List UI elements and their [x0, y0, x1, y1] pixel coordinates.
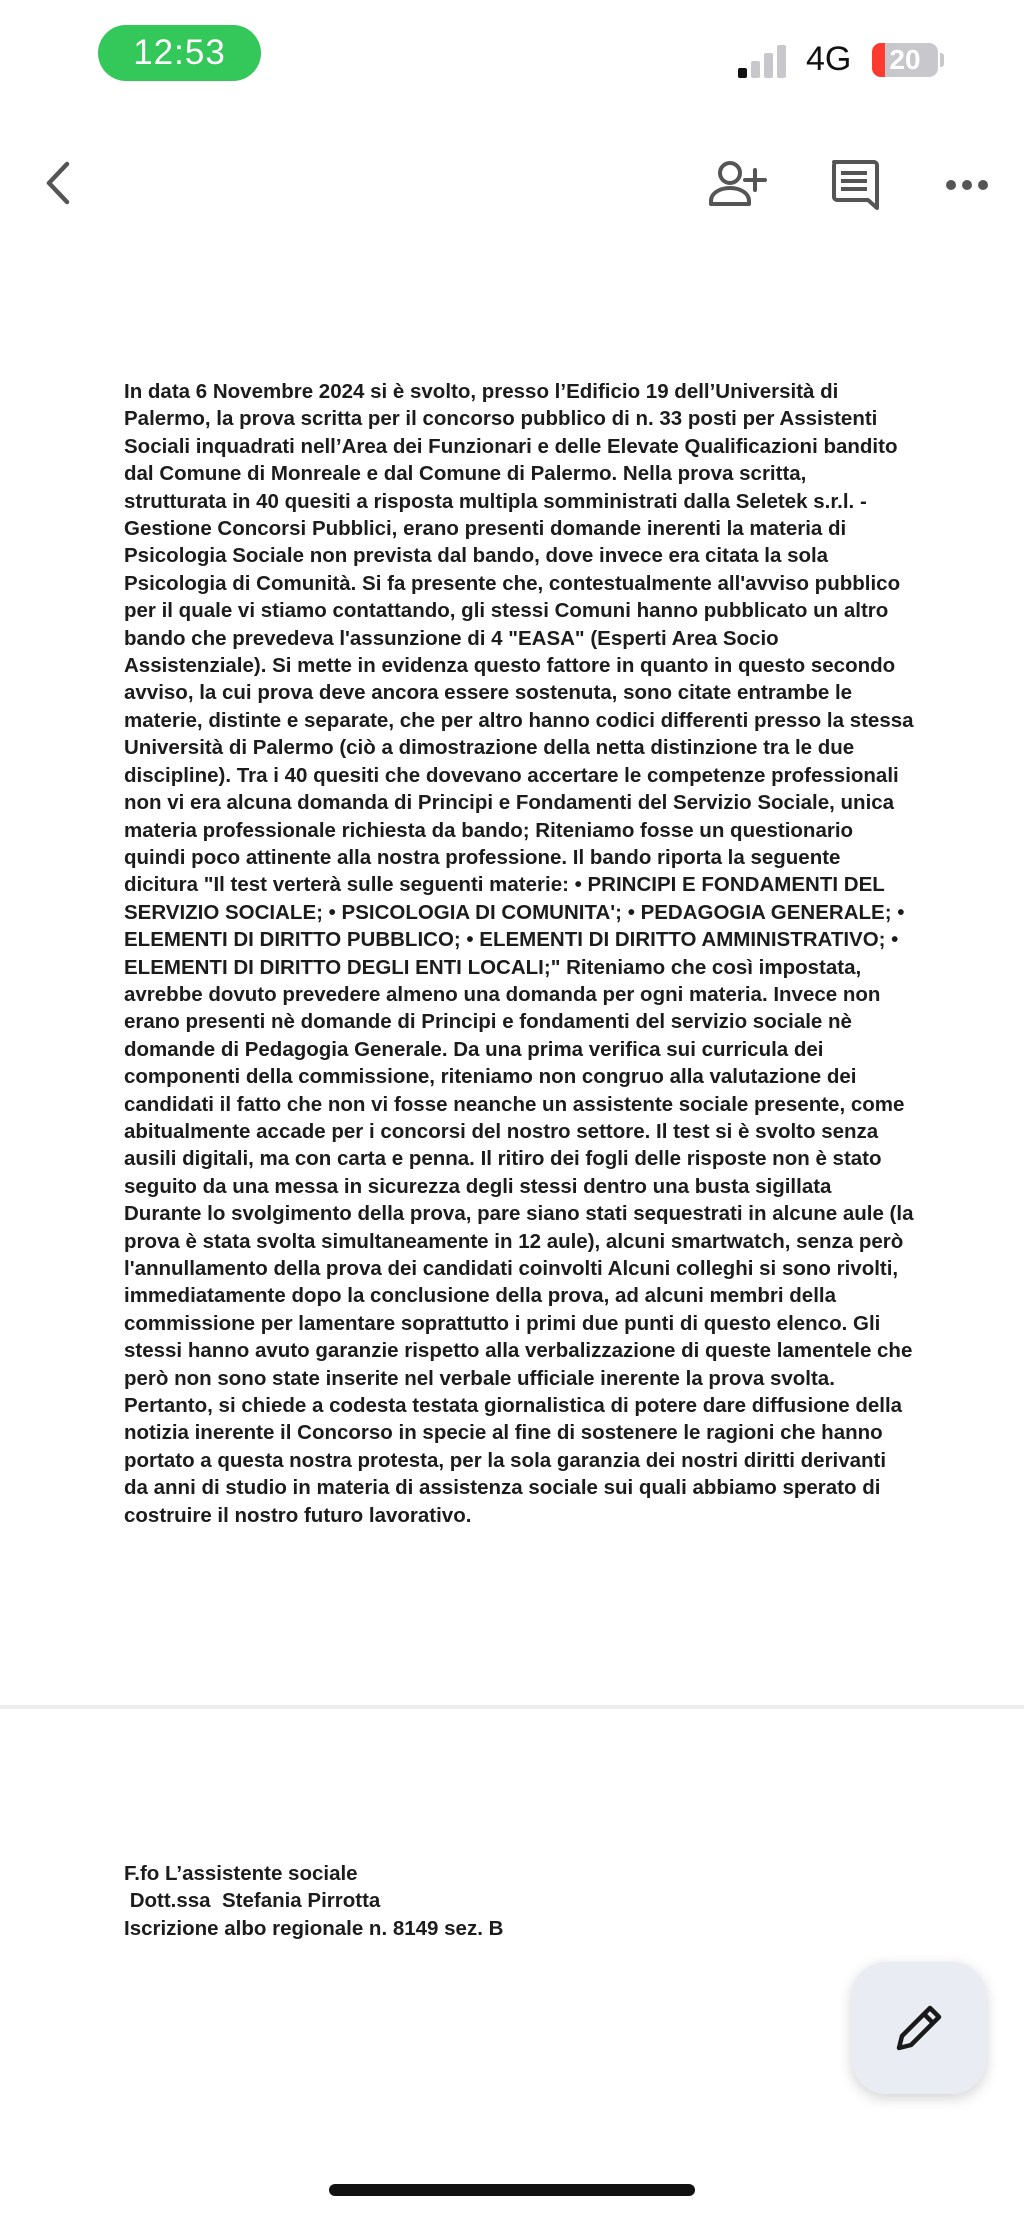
- back-button[interactable]: [36, 155, 80, 211]
- signature-name: Dott.ssa Stefania Pirrotta: [124, 1889, 381, 1913]
- status-time: [98, 25, 261, 81]
- signal-bar: [764, 53, 773, 78]
- battery-icon: [872, 43, 938, 77]
- status-time-text: 12:53: [133, 33, 226, 72]
- battery-cap: [940, 53, 944, 67]
- page-divider: [0, 1705, 1024, 1709]
- signal-bar: [751, 61, 760, 78]
- edit-button[interactable]: [852, 1962, 986, 2094]
- more-options-button[interactable]: [932, 160, 1002, 210]
- signal-strength-icon: [736, 44, 790, 78]
- network-type: 4G: [806, 40, 852, 78]
- document-paragraph: In data 6 Novembre 2024 si è svolto, presso l’Edificio 19 dell’Università di Palermo, la prova scritta per il concorso pubblico di n. 33 posti per Assistenti Sociali inquadrati nell’Area dei Funzionari e delle Elevate Qualificazioni bandito dal Comune di Monreale e dal Comune di Palermo. Nella prova scritta, strutturata in 40 quesiti a risposta multipla somministrati dalla Seletek s.r.l. - Gestione Concorsi Pubblici, erano presenti domande inerenti la materia di Psicologia Sociale non prevista dal bando, dove invece era citata la sola Psicologia di Comunità. Si fa presente che, contestualmente all'avviso pubblico per il quale vi stiamo contattando, gli stessi Comuni hanno pubblicato un altro bando che prevedeva l'assunzione di 4 "EASA" (Esperti Area Socio Assistenziale). Si mette in evidenza questo fattore in quanto in questo secondo avviso, la cui prova deve ancora essere sostenuta, sono citate entrambe le materie, distinte e separate, che per altro hanno codici differenti presso la stessa Università di Palermo (ciò a dimostrazione della netta distinzione tra le due discipline). Tra i 40 quesiti che dovevano accertare le competenze professionali non vi era alcuna domanda di Principi e Fondamenti del Servizio Sociale, unica materia professionale richiesta da bando; Riteniamo fosse un questionario quindi poco attinente alla nostra professione. Il bando riporta la seguente dicitura "Il test verterà sulle seguenti materie: • PRINCIPI E FONDAMENTI DEL SERVIZIO SOCIALE; • PSICOLOGIA DI COMUNITA'; • PEDAGOGIA GENERALE; • ELEMENTI DI DIRITTO PUBBLICO; • ELEMENTI DI DIRITTO AMMINISTRATIVO; • ELEMENTI DI DIRITTO DEGLI ENTI LOCALI;" Riteniamo che così impostata, avrebbe dovuto prevedere almeno una domanda per ogni materia. Invece non erano presenti nè domande di Principi e fondamenti del servizio sociale nè domande di Pedagogia Generale. Da una prima verifica sui curricula dei componenti della commissione, riteniamo non congruo alla valutazione dei candidati il fatto che non vi fosse neanche un assistente sociale presente, come abitualmente accade per i concorsi del nostro settore. Il test si è svolto senza ausili digitali, ma con carta e penna. Il ritiro dei fogli delle risposte non è stato seguito da una messa in sicurezza degli stessi dentro una busta sigillata Durante lo svolgimento della prova, pare siano stati sequestrati in alcune aule (la prova è stata svolta simultaneamente in 12 aule), alcuni smartwatch, senza però l'annullamento della prova dei candidati coinvolti Alcuni colleghi si sono rivolti, immediatamente dopo la conclusione della prova, ad alcuni membri della commissione per lamentare soprattutto i primi due punti di questo elenco. Gli stessi hanno avuto garanzie rispetto alla verbalizzazione di queste lamentele che però non sono state inserite nel verbale ufficiale inerente la prova svolta. Pertanto, si chiede a codesta testata giornalistica di potere dare diffusione della notizia inerente il Concorso in specie al fine di sostenere le ragioni che hanno portato a questa nostra protesta, per la sola garanzia dei nostri diritti derivanti da anni di studio in materia di assistenza sociale sui quali abbiamo sperato di costruire il nostro futuro lavorativo.: [124, 380, 914, 1527]
- signature-line: F.fo L’assistente sociale: [124, 1862, 358, 1885]
- pencil-edit-icon: [891, 2000, 947, 2056]
- home-indicator[interactable]: [329, 2184, 695, 2196]
- add-person-button[interactable]: [700, 152, 774, 216]
- signal-bar: [738, 68, 747, 78]
- battery-level: 20: [889, 44, 921, 75]
- document-body: [124, 378, 914, 1529]
- signature-registration: Iscrizione albo regionale n. 8149 sez. B: [124, 1916, 504, 1940]
- signature-block: [124, 1860, 824, 1942]
- comment-button[interactable]: [822, 152, 886, 216]
- comment-icon: [828, 158, 880, 210]
- chevron-left-icon: [43, 160, 73, 206]
- person-add-icon: [707, 158, 767, 210]
- more-horizontal-icon: [945, 179, 989, 191]
- signal-bar: [777, 45, 786, 78]
